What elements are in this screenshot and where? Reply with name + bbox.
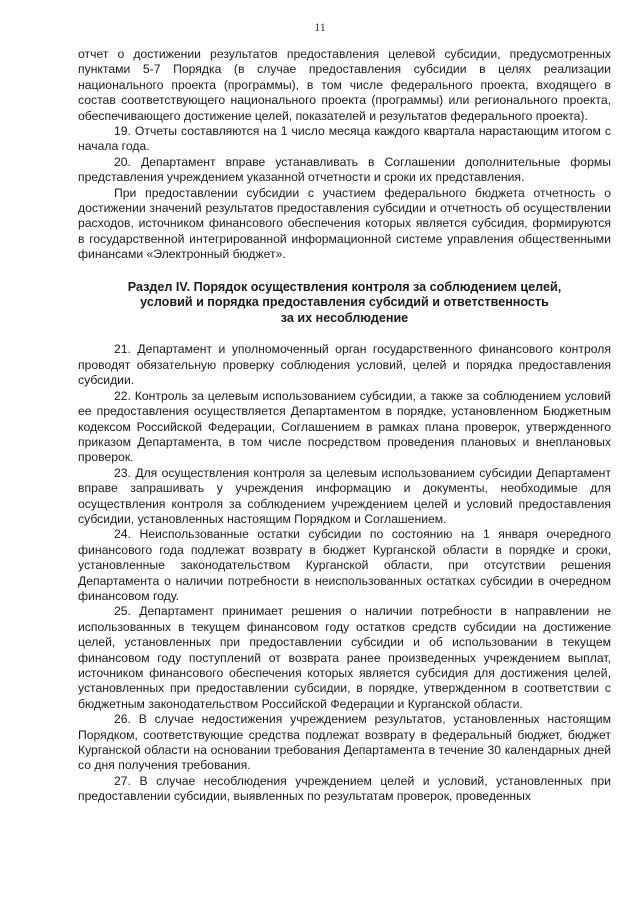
paragraph-25: 25. Департамент принимает решения о наличии потребности в направлении не использованных в текущем финансовом году остатков средств субсидии на достижение целей, установленных при предоставлении субсидии и об использовании в текущем финансовом году поступлений от возврата ранее произведенных учреждением выплат, источником финансового обеспечения которых является субсидия для достижения целей, установленных при предоставлении субсидии, в порядке, утвержденном в соответствии с бюджетным законодательством Российской Федерации и Курганской области. bbox=[78, 604, 611, 711]
paragraph-22: 22. Контроль за целевым использованием субсидии, а также за соблюдением условий ее предоставления осуществляется Департаментом в порядке, установленном Бюджетным кодексом Российской Федерации, Соглашением в рамках плана проверок, утвержденного приказом Департамента, в том числе посредством проведения плановых и внеплановых проверок. bbox=[78, 388, 611, 465]
paragraph-continuation: отчет о достижении результатов предоставления целевой субсидии, предусмотренных пунктами 5-7 Порядка (в случае предоставления субсидии в целях реализации национального проекта (программы), в том числе федерального проекта, входящего в состав соответствующего национального проекта (программы) или регионального проекта, обеспечивающего достижение целей, показателей и результатов федерального проекта). bbox=[78, 47, 611, 123]
section-heading-line-2: условий и порядка предоставления субсидий и ответственность bbox=[140, 295, 549, 310]
page-number: 11 bbox=[314, 20, 326, 34]
paragraph-26: 26. В случае недостижения учреждением результатов, установленных настоящим Порядком, соответствующие средства подлежат возврату в федеральный бюджет, бюджет Курганской области на основании требования Департамента в течение 30 календарных дней со дня получения требования. bbox=[78, 712, 611, 773]
paragraph-20-federal-budget: При предоставлении субсидии с участием федерального бюджета отчетность о достижении значений результатов предоставления субсидии и отчетность об осуществлении расходов, источником финансового обеспечения которых является субсидия, формируются в государственной интегрированной информационной системе управления общественными финансами «Электронный бюджет». bbox=[78, 185, 611, 262]
section-heading-line-3: за их несоблюдение bbox=[280, 310, 409, 325]
paragraph-21: 21. Департамент и уполномоченный орган государственного финансового контроля проводят обязательную проверку соблюдения условий, целей и порядка предоставления субсидии. bbox=[78, 342, 611, 388]
paragraph-19: 19. Отчеты составляются на 1 число месяца каждого квартала нарастающим итогом с начала года. bbox=[78, 124, 611, 154]
paragraph-23: 23. Для осуществления контроля за целевым использованием субсидии Департамент вправе запрашивать у учреждения информацию и документы, необходимые для осуществления контроля за соблюдением учреждением целей и условий предоставления субсидии, установленных настоящим Порядком и Соглашением. bbox=[78, 465, 611, 526]
section-heading-line-1: Раздел IV. Порядок осуществления контроля за соблюдением целей, bbox=[127, 279, 562, 294]
section-heading bbox=[78, 280, 611, 327]
paragraph-20: 20. Департамент вправе устанавливать в Соглашении дополнительные формы представления учреждением указанной отчетности и сроки их представления. bbox=[78, 154, 611, 185]
document-body bbox=[78, 47, 611, 805]
paragraph-24: 24. Неиспользованные остатки субсидии по состоянию на 1 января очередного финансового года подлежат возврату в бюджет Курганской области в порядке и сроки, установленные законодательством Курганской области, при отсутствии решения Департамента о наличии потребности в неиспользованных остатках субсидии в очередном финансовом году. bbox=[78, 527, 611, 603]
paragraph-27: 27. В случае несоблюдения учреждением целей и условий, установленных при предоставлении субсидии, выявленных по результатам проверок, проведенных bbox=[78, 773, 611, 804]
